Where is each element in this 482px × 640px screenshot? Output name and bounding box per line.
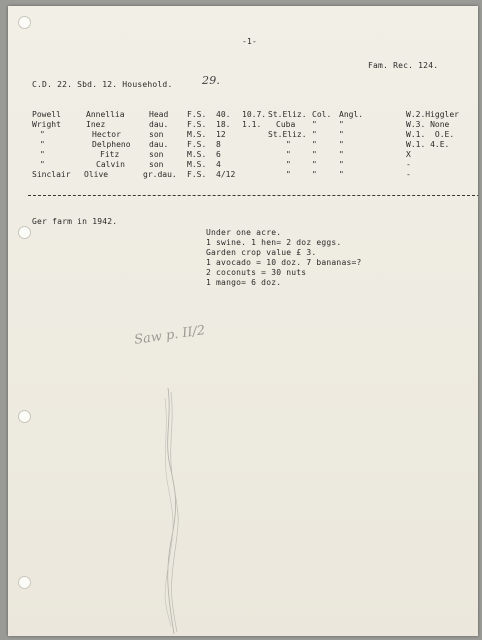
church: " (339, 160, 344, 169)
surname: " (40, 160, 45, 169)
sex-status: M.S. (187, 130, 207, 139)
given-name: Annellia (86, 110, 125, 119)
age: 18. (216, 120, 231, 129)
relation: dau. (149, 140, 169, 149)
surname: Sinclair (32, 170, 71, 179)
color: " (312, 150, 317, 159)
sex-status: M.S. (187, 150, 207, 159)
occupation: - (406, 160, 411, 169)
punch-hole (18, 576, 31, 589)
surname: " (40, 140, 45, 149)
page-number: -1- (242, 37, 258, 46)
document-page (8, 6, 478, 636)
relation: dau. (149, 120, 169, 129)
given-name: Hector (92, 130, 121, 139)
age: 12 (216, 130, 226, 139)
code: 1.1. (242, 120, 262, 129)
church: " (339, 150, 344, 159)
surname: " (40, 130, 45, 139)
color: " (312, 120, 317, 129)
relation: son (149, 150, 164, 159)
table-row (32, 140, 478, 150)
code: 10.7. (242, 110, 267, 119)
farm-line: 1 mango= 6 doz. (206, 278, 282, 287)
relation: son (149, 130, 164, 139)
surname: Wright (32, 120, 61, 129)
occupation: X (406, 150, 411, 159)
age: 40. (216, 110, 231, 119)
farm-details (206, 228, 362, 288)
family-record-number: Fam. Rec. 124. (368, 61, 439, 70)
farm-line: Garden crop value £ 3. (206, 248, 317, 257)
given-name: Inez (86, 120, 106, 129)
table-row (32, 170, 478, 180)
punch-hole (18, 410, 31, 423)
age: 6 (216, 150, 221, 159)
church: " (339, 170, 344, 179)
household-number: 29. (202, 74, 221, 87)
punch-hole (18, 226, 31, 239)
relation: gr.dau. (143, 170, 177, 179)
table-row (32, 110, 478, 120)
parish: " (286, 170, 291, 179)
sex-status: F.S. (187, 140, 207, 149)
church: " (339, 120, 344, 129)
color: " (312, 170, 317, 179)
occupation: W.3. None (406, 120, 450, 129)
table-row (32, 150, 478, 160)
parish: " (286, 140, 291, 149)
farm-line: 1 avocado = 10 doz. 7 bananas=? (206, 258, 362, 267)
dashed-divider (28, 195, 478, 196)
age: 4 (216, 160, 221, 169)
sex-status: F.S. (187, 120, 207, 129)
age: 4/12 (216, 170, 236, 179)
church: Angl. (339, 110, 364, 119)
parish: St.Eliz. (268, 110, 307, 119)
given-name: Calvin (96, 160, 125, 169)
given-name: Fitz (100, 150, 120, 159)
given-name: Delpheno (92, 140, 131, 149)
table-row (32, 120, 478, 130)
color: " (312, 160, 317, 169)
parish: " (286, 150, 291, 159)
farm-heading: Ger farm in 1942. (32, 217, 118, 226)
age: 8 (216, 140, 221, 149)
occupation: - (406, 170, 411, 179)
relation: son (149, 160, 164, 169)
parish: " (286, 160, 291, 169)
farm-line: 1 swine. 1 hen= 2 doz eggs. (206, 238, 342, 247)
color: " (312, 130, 317, 139)
sex-status: F.S. (187, 110, 207, 119)
table-row (32, 130, 478, 140)
color: " (312, 140, 317, 149)
pencil-scribble (158, 386, 198, 636)
parish: Cuba (276, 120, 296, 129)
handwritten-note (133, 323, 207, 348)
handwritten-note-text: Saw p. II/2 (133, 323, 207, 348)
parish: St.Eliz. (268, 130, 307, 139)
given-name: Olive (84, 170, 109, 179)
church: " (339, 140, 344, 149)
farm-line: Under one acre. (206, 228, 282, 237)
relation: Head (149, 110, 169, 119)
sex-status: F.S. (187, 170, 207, 179)
punch-hole (18, 16, 31, 29)
table-row (32, 160, 478, 170)
occupation: W.1. O.E. (406, 130, 455, 139)
household-table (8, 110, 478, 182)
color: Col. (312, 110, 332, 119)
surname: " (40, 150, 45, 159)
occupation: W.1. 4.E. (406, 140, 450, 149)
occupation: W.2.Higgler (406, 110, 459, 119)
census-line: C.D. 22. Sbd. 12. Household. (32, 80, 173, 89)
farm-line: 2 coconuts = 30 nuts (206, 268, 307, 277)
surname: Powell (32, 110, 61, 119)
church: " (339, 130, 344, 139)
sex-status: M.S. (187, 160, 207, 169)
